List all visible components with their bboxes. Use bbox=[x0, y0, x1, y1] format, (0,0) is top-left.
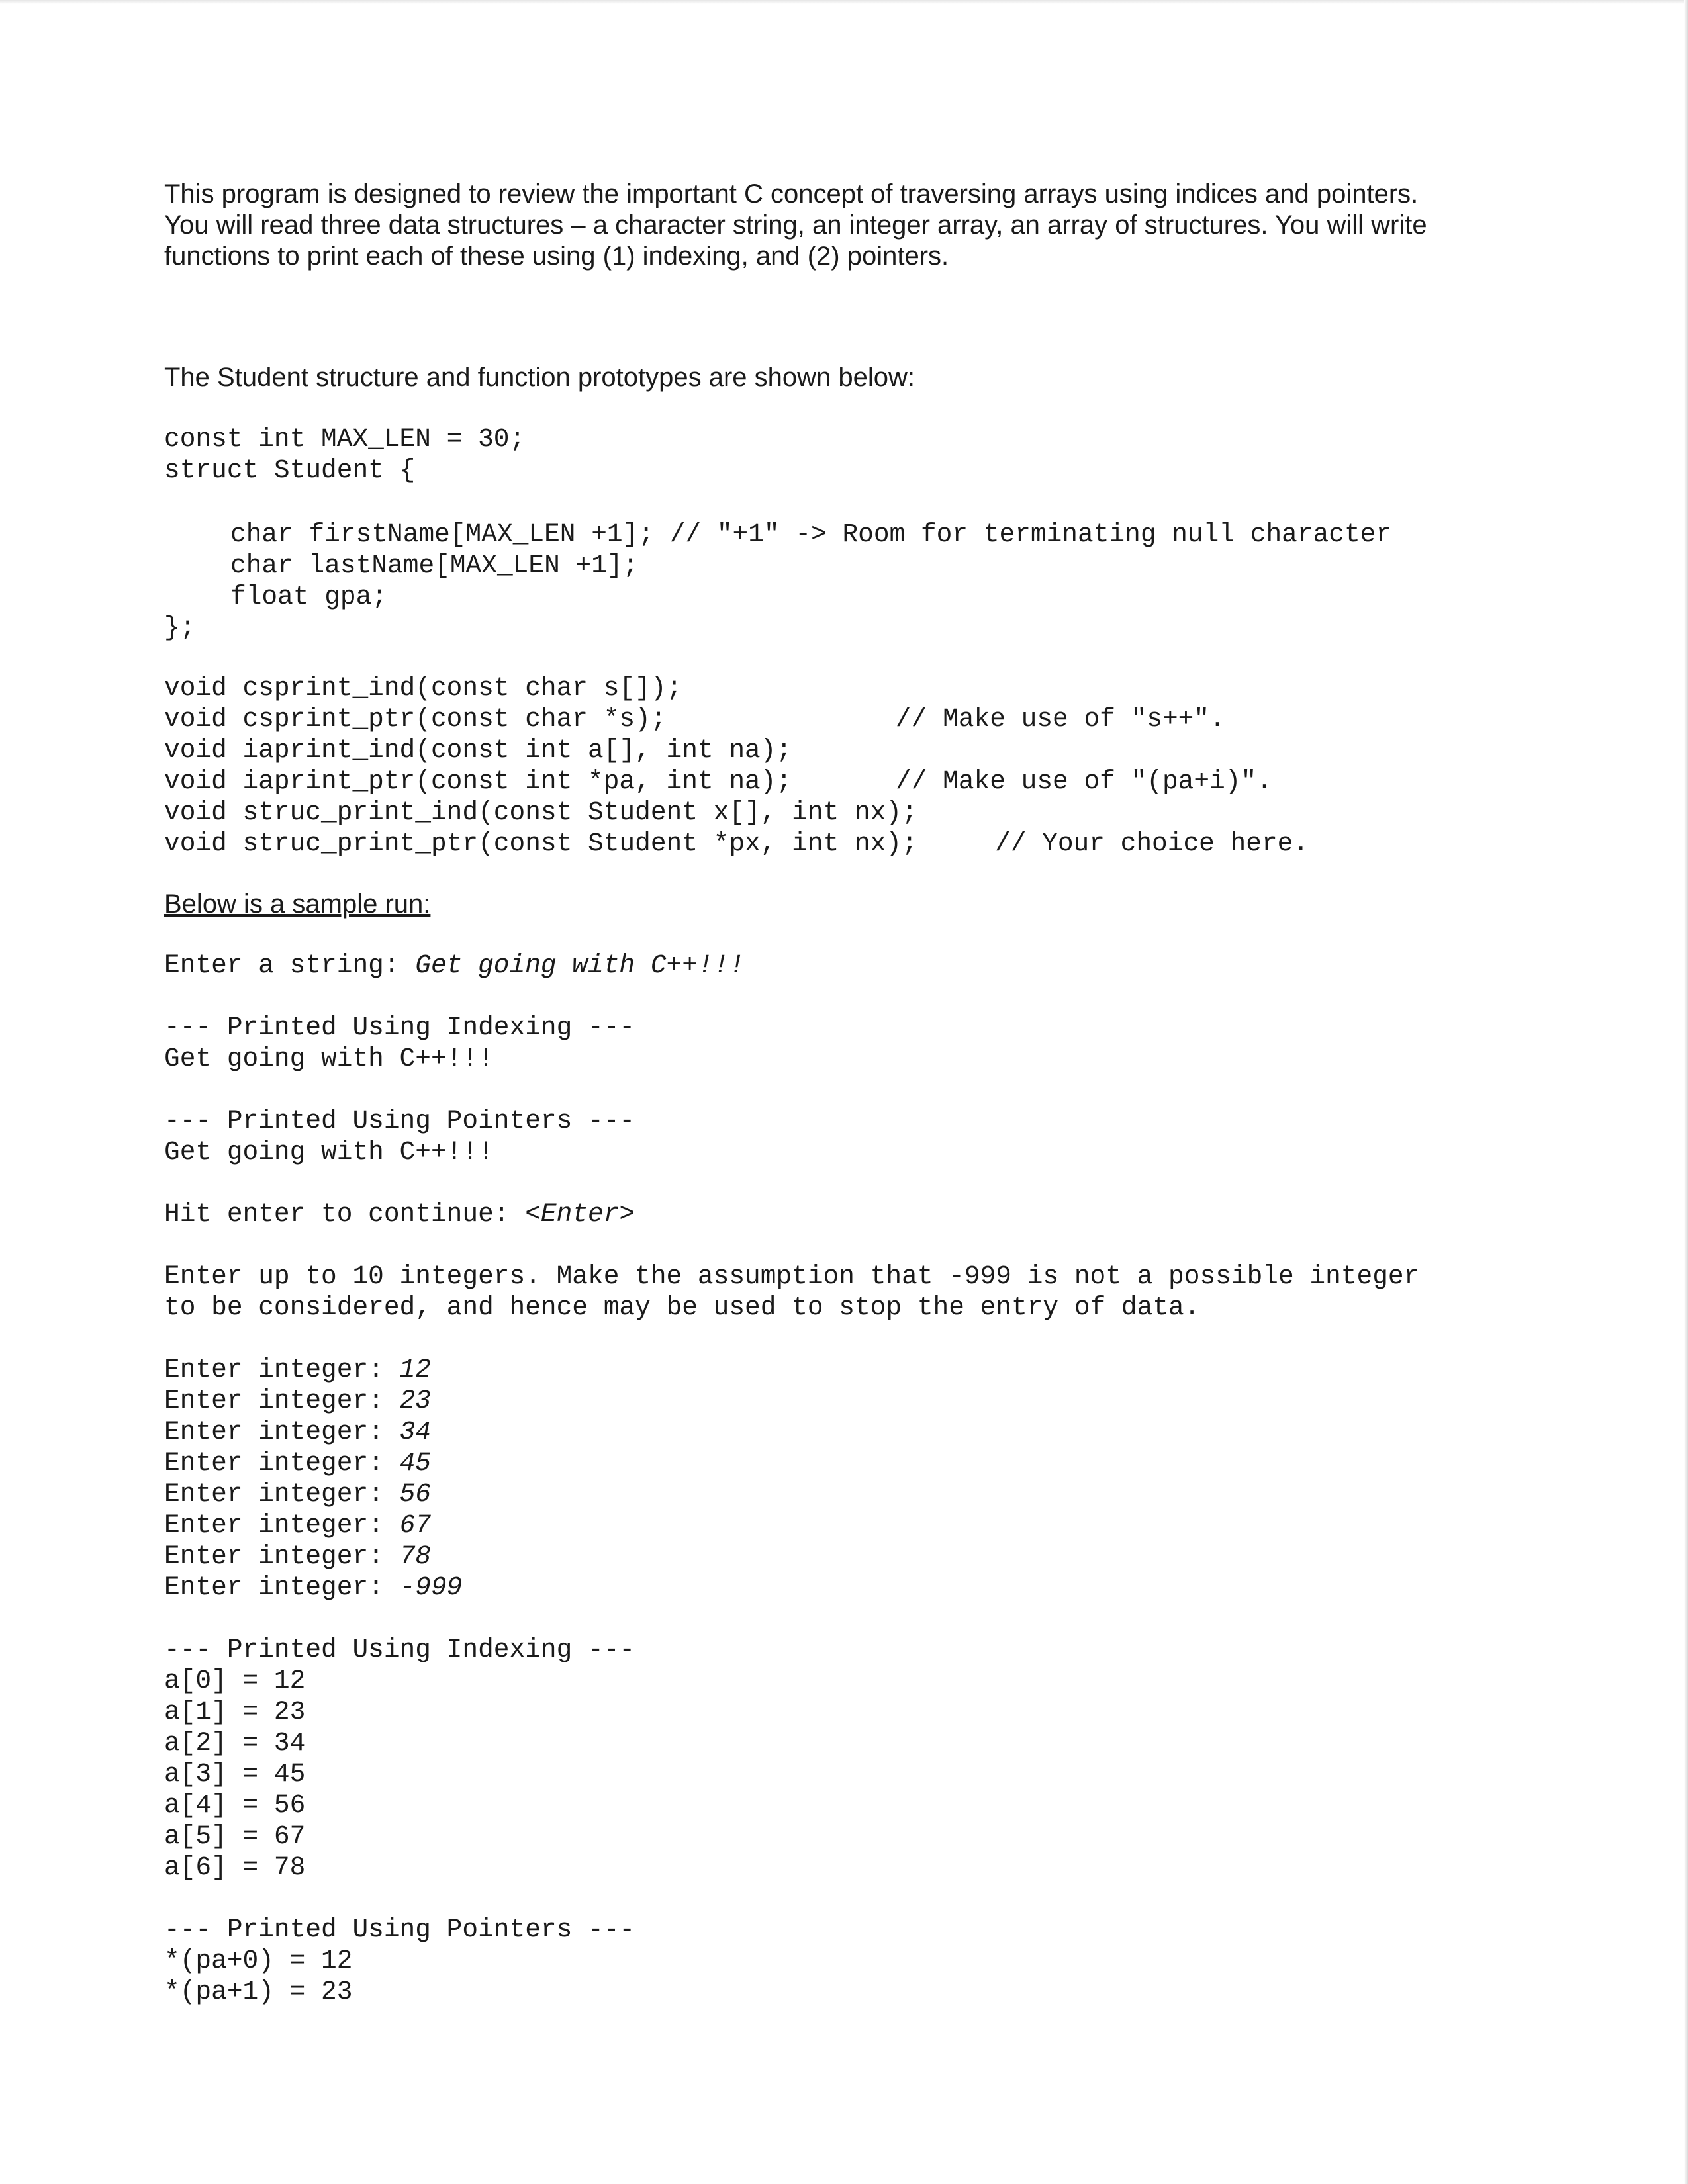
integer-entry-line bbox=[164, 1541, 1541, 1572]
prompt-text: Enter integer: bbox=[164, 1510, 400, 1540]
output-line: a[6] = 78 bbox=[164, 1852, 306, 1882]
output-line: a[4] = 56 bbox=[164, 1790, 306, 1820]
prototype-row bbox=[164, 672, 1541, 704]
integer-entry-line bbox=[164, 1572, 1541, 1603]
prototypes-block bbox=[164, 672, 1541, 859]
scan-top-edge bbox=[0, 0, 1688, 4]
intro-paragraph bbox=[164, 179, 1541, 272]
run-string-line bbox=[164, 950, 1541, 981]
output-line: a[2] = 34 bbox=[164, 1728, 306, 1758]
prototype-code: void struc_print_ptr(const Student *px, int nx); bbox=[164, 829, 917, 858]
prompt-text: Enter integer: bbox=[164, 1355, 400, 1385]
user-input: 23 bbox=[399, 1386, 431, 1416]
user-input: 34 bbox=[399, 1417, 431, 1447]
prototype-code: void csprint_ind(const char s[]); bbox=[164, 673, 682, 703]
output-heading: --- Printed Using Indexing --- bbox=[164, 1013, 635, 1042]
output-line: a[1] = 23 bbox=[164, 1697, 306, 1727]
output-line: *(pa+1) = 23 bbox=[164, 1977, 353, 2007]
user-input: 67 bbox=[399, 1510, 431, 1540]
code-line-struct: struct Student { bbox=[164, 455, 416, 485]
user-input: 78 bbox=[399, 1541, 431, 1571]
output-heading: --- Printed Using Indexing --- bbox=[164, 1635, 635, 1664]
integer-entry-line bbox=[164, 1354, 1541, 1385]
intro-line-3: functions to print each of these using (1) indexing, and (2) pointers. bbox=[164, 242, 949, 271]
code-line-gpa: float gpa; bbox=[230, 582, 388, 612]
prompt-text: Enter integer: bbox=[164, 1479, 400, 1509]
user-input: 12 bbox=[399, 1355, 431, 1385]
output-line: Get going with C++!!! bbox=[164, 1044, 494, 1073]
output-line: Enter up to 10 integers. Make the assumption that -999 is not a possible integer bbox=[164, 1261, 1420, 1291]
output-line: *(pa+0) = 12 bbox=[164, 1946, 353, 1976]
output-heading: --- Printed Using Pointers --- bbox=[164, 1915, 635, 1944]
prototype-comment: // Your choice here. bbox=[995, 829, 1309, 858]
integer-entry-line bbox=[164, 1447, 1541, 1479]
prototype-comment: // Make use of "s++". bbox=[896, 704, 1225, 734]
prototype-row bbox=[164, 828, 1541, 859]
code-line-close: }; bbox=[164, 613, 196, 643]
integer-entry-line bbox=[164, 1510, 1541, 1541]
prompt-text: Enter integer: bbox=[164, 1417, 400, 1447]
prompt-text: Enter integer: bbox=[164, 1386, 400, 1416]
struct-intro-text: The Student structure and function prototypes are shown below: bbox=[164, 363, 915, 392]
struct-code-block bbox=[164, 424, 1541, 643]
output-line: to be considered, and hence may be used to stop the entry of data. bbox=[164, 1293, 1200, 1322]
prompt-text: Enter integer: bbox=[164, 1448, 400, 1478]
integer-entry-line bbox=[164, 1385, 1541, 1416]
prompt-text: Enter a string: bbox=[164, 950, 416, 980]
prototype-code: void iaprint_ptr(const int *pa, int na); bbox=[164, 766, 792, 796]
prototype-row bbox=[164, 704, 1541, 735]
user-input: <Enter> bbox=[525, 1199, 635, 1229]
prototype-code: void csprint_ptr(const char *s); bbox=[164, 704, 667, 734]
output-line: a[0] = 12 bbox=[164, 1666, 306, 1696]
output-line: a[3] = 45 bbox=[164, 1759, 306, 1789]
prototype-code: void iaprint_ind(const int a[], int na); bbox=[164, 735, 792, 765]
sample-run-heading: Below is a sample run: bbox=[164, 889, 431, 919]
intro-line-1: This program is designed to review the important C concept of traversing arrays using indices and pointers. bbox=[164, 179, 1419, 208]
code-line-lastname: char lastName[MAX_LEN +1]; bbox=[230, 551, 639, 580]
prototype-row bbox=[164, 735, 1541, 766]
output-line: a[5] = 67 bbox=[164, 1821, 306, 1851]
prompt-text: Enter integer: bbox=[164, 1572, 400, 1602]
run-continue-line bbox=[164, 1199, 1541, 1230]
code-line-firstname: char firstName[MAX_LEN +1]; // "+1" -> Room for terminating null character bbox=[230, 520, 1392, 549]
scan-right-edge bbox=[1684, 0, 1688, 2184]
output-heading: --- Printed Using Pointers --- bbox=[164, 1106, 635, 1136]
prototype-row bbox=[164, 797, 1541, 828]
sample-run-block bbox=[164, 950, 1541, 2007]
code-line-const: const int MAX_LEN = 30; bbox=[164, 424, 526, 454]
output-line: Get going with C++!!! bbox=[164, 1137, 494, 1167]
user-input: 56 bbox=[399, 1479, 431, 1509]
prototype-row bbox=[164, 766, 1541, 797]
user-input: -999 bbox=[399, 1572, 463, 1602]
prompt-text: Enter integer: bbox=[164, 1541, 400, 1571]
intro-line-2: You will read three data structures – a character string, an integer array, an array of structures. You will write bbox=[164, 210, 1427, 240]
document-content bbox=[164, 179, 1541, 2007]
user-input: 45 bbox=[399, 1448, 431, 1478]
integer-entry-line bbox=[164, 1416, 1541, 1447]
user-input: Get going with C++!!! bbox=[415, 950, 745, 980]
prototype-comment: // Make use of "(pa+i)". bbox=[896, 766, 1272, 796]
prototype-code: void struc_print_ind(const Student x[], int nx); bbox=[164, 797, 917, 827]
integer-entry-line bbox=[164, 1479, 1541, 1510]
prompt-text: Hit enter to continue: bbox=[164, 1199, 526, 1229]
